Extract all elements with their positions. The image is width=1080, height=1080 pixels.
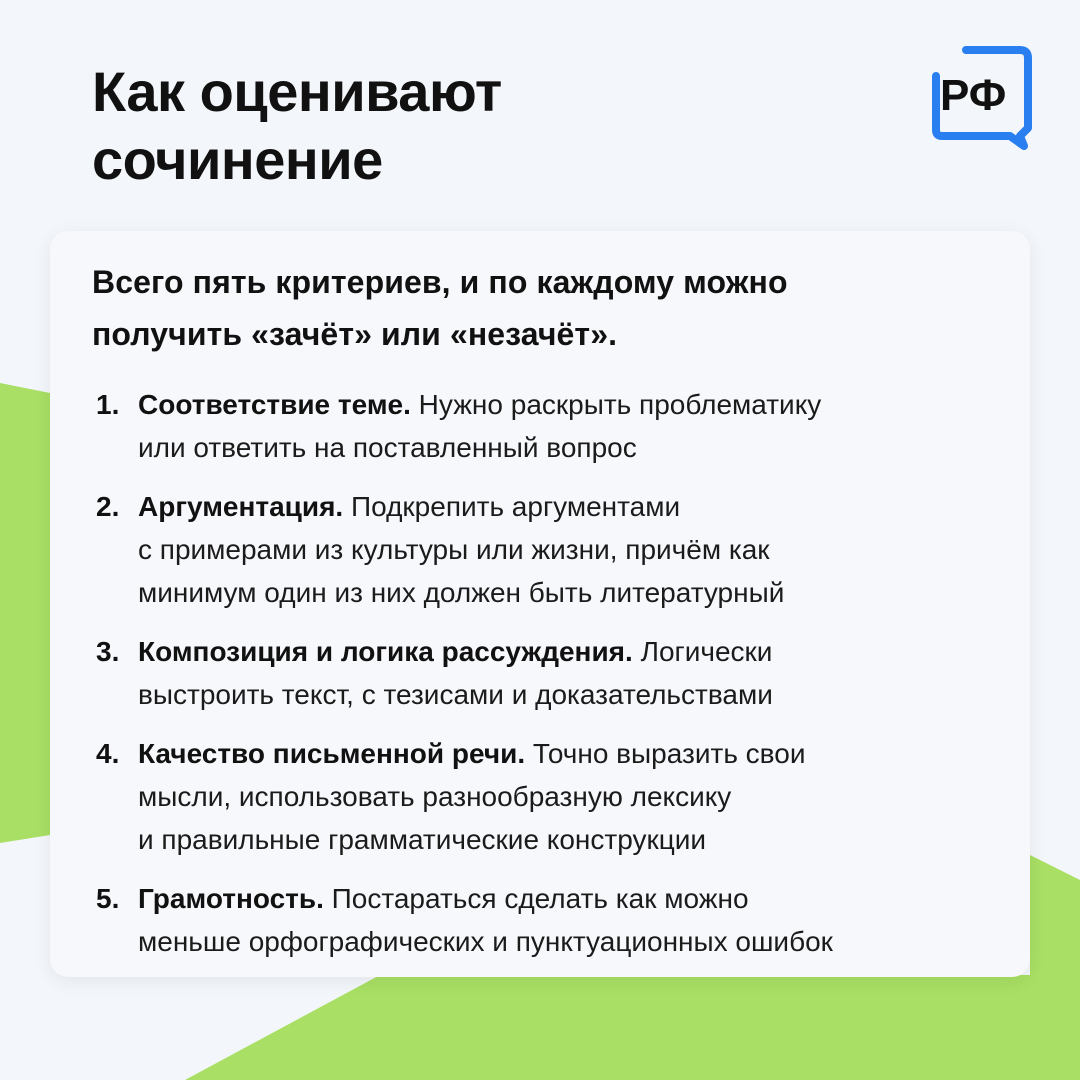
criterion-number: 2. [96,491,120,522]
criterion-title: Соответствие теме. [138,389,411,420]
criterion-text: мысли, использовать разнообразную лексику [138,781,732,812]
criterion-text: выстроить текст, с тезисами и доказательствами [138,679,773,710]
criterion-text: меньше орфографических и пунктуационных ошибок [138,926,833,957]
criterion-number: 4. [96,738,120,769]
card-intro [92,256,994,360]
criterion-number: 3. [96,636,120,667]
intro-line-2: получить «зачёт» или «незачёт». [92,316,618,352]
title-line-2: сочинение [92,128,383,191]
criterion-first-line [138,877,994,920]
criterion-item [92,383,994,469]
criterion-item [92,630,994,716]
criterion-title: Аргументация. [138,491,344,522]
criterion-number: 5. [96,883,120,914]
criterion-text: Нужно раскрыть проблематику [410,389,822,420]
logo-text: РФ [940,71,1007,120]
criterion-text: Логически [632,636,773,667]
criterion-title: Грамотность. [138,883,324,914]
criterion-text: или ответить на поставленный вопрос [138,432,637,463]
criterion-first-line [138,485,994,528]
criterion-number: 1. [96,389,120,420]
criterion-first-line [138,383,994,426]
criterion-text: Точно выразить свои [525,738,806,769]
criterion-item [92,877,994,963]
criterion-title: Качество письменной речи. [138,738,526,769]
intro-line-1: Всего пять критериев, и по каждому можно [92,264,788,300]
criterion-text: минимум один из них должен быть литературный [138,577,785,608]
green-shape-left [0,383,50,843]
criteria-card [50,231,1030,977]
criterion-text: Постараться сделать как можно [323,883,749,914]
rf-logo [932,46,1036,156]
page-title [92,58,812,194]
criteria-list [92,383,994,963]
criterion-text: Подкрепить аргументами [343,491,681,522]
criterion-title: Композиция и логика рассуждения. [138,636,633,667]
criterion-text: и правильные грамматические конструкции [138,824,707,855]
title-line-1: Как оценивают [92,60,502,123]
criterion-text: с примерами из культуры или жизни, причём как [138,534,770,565]
criterion-item [92,485,994,614]
criterion-item [92,732,994,861]
criterion-first-line [138,630,994,673]
criterion-first-line [138,732,994,775]
